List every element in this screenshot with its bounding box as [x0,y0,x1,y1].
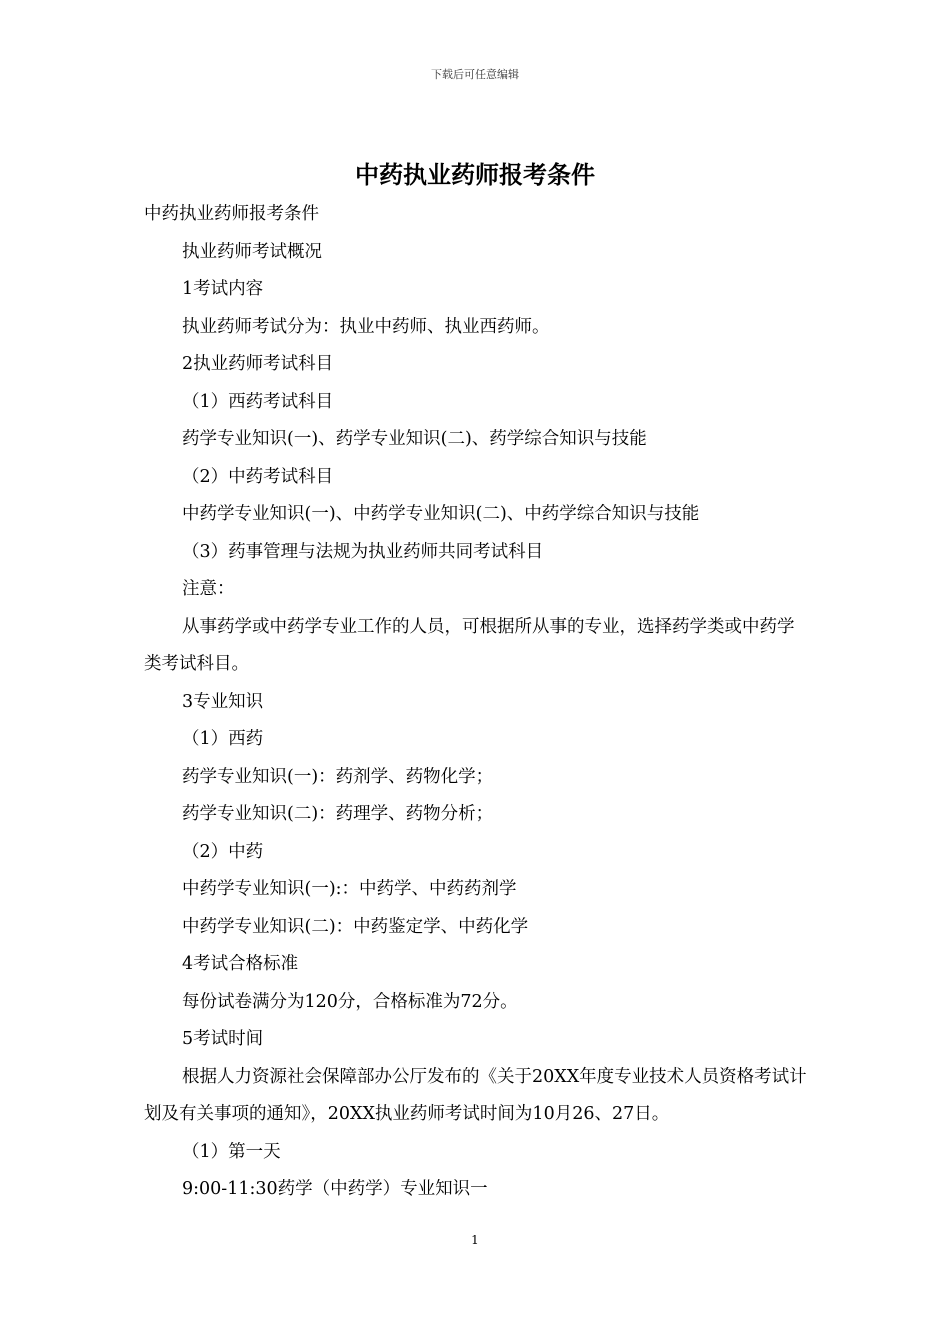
document-title: 中药执业药师报考条件 [355,161,595,189]
page-header: 下载后可任意编辑 [431,68,519,81]
paragraph: 执业药师考试概况 [182,241,322,262]
paragraph: 5考试时间 [182,1029,264,1049]
paragraph: 4考试合格标准 [182,954,299,974]
paragraph: （3）药事管理与法规为执业药师共同考试科目 [182,541,544,562]
paragraph: 从事药学或中药学专业工作的人员，可根据所从事的专业，选择药学类或中药学类考试科目。 [144,616,795,674]
paragraph: 每份试卷满分为120分，合格标准为72分。 [182,991,518,1012]
paragraph: 注意： [182,579,235,599]
paragraph: 9:00-11:30药学（中药学）专业知识一 [182,1179,488,1199]
paragraph: 中药执业药师报考条件 [144,204,319,224]
paragraph: 药学专业知识(一)、药学专业知识(二)、药学综合知识与技能 [182,429,647,449]
document-body [144,196,810,1209]
paragraph: （2）中药考试科目 [182,466,334,487]
paragraph: （1）西药 [182,729,264,749]
paragraph: （1）第一天 [182,1141,281,1162]
paragraph: （2）中药 [182,841,264,862]
paragraph: 药学专业知识(二)：药理学、药物分析； [182,804,494,824]
paragraph: 2执业药师考试科目 [182,354,334,374]
paragraph: 中药学专业知识(二)：中药鉴定学、中药化学 [182,916,529,937]
paragraph: （1）西药考试科目 [182,391,334,412]
paragraph: 3专业知识 [182,691,264,712]
paragraph: 根据人力资源社会保障部办公厅发布的《关于20XX年度专业技术人员资格考试计划及有关事项的通知》，20XX执业药师考试时间为10月26、27日。 [144,1066,807,1124]
paragraph: 中药学专业知识(一)、中药学专业知识(二)、中药学综合知识与技能 [182,504,700,524]
paragraph: 1考试内容 [182,279,264,299]
page-number: 1 [471,1233,479,1247]
paragraph: 中药学专业知识(一):：中药学、中药药剂学 [182,879,517,899]
paragraph: 药学专业知识(一)：药剂学、药物化学； [182,766,494,787]
paragraph: 执业药师考试分为：执业中药师、执业西药师。 [182,316,550,337]
